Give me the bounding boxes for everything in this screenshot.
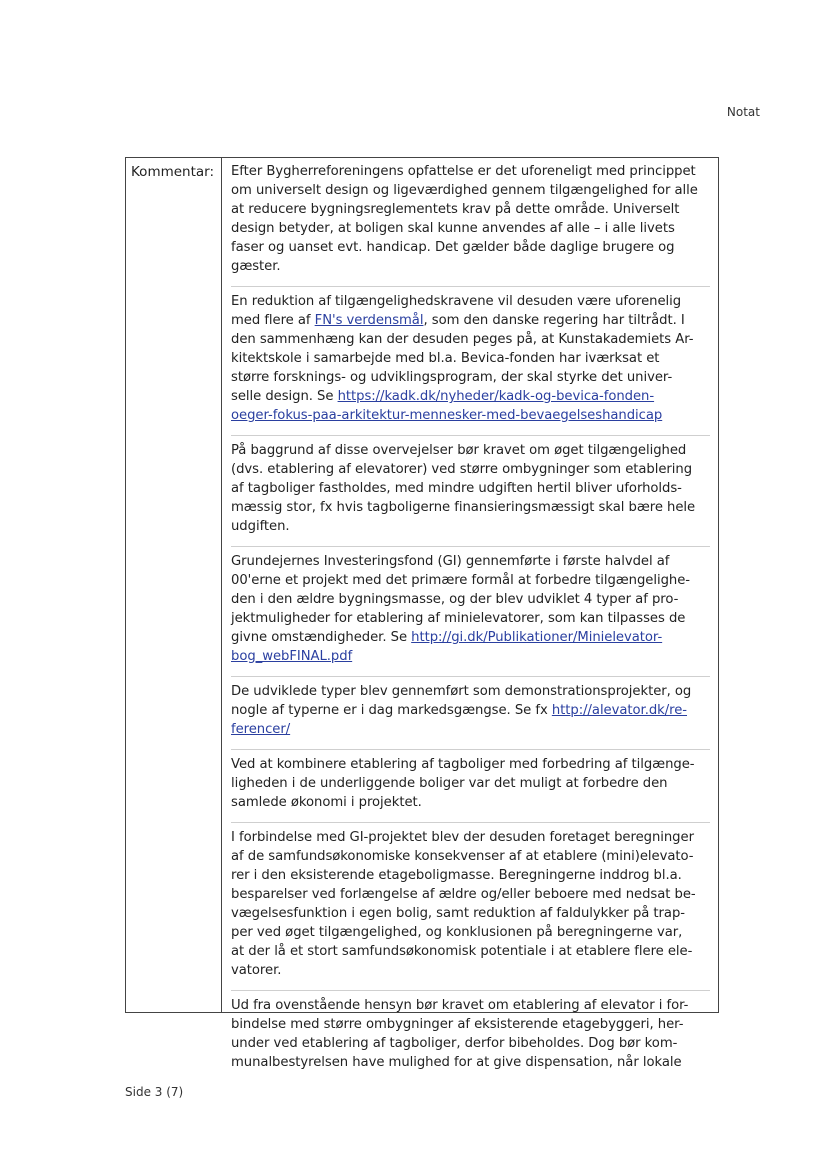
text-segment: med flere af [231, 313, 315, 328]
text-segment: Grundejernes Investeringsfond (GI) gennemførte i første halvdel af [231, 554, 670, 569]
text-line [231, 238, 710, 257]
text-line [231, 720, 710, 739]
text-segment: faser og uanset evt. handicap. Det gælder både daglige brugere og [231, 240, 675, 255]
text-segment: den i den ældre bygningsmasse, og der blev udviklet 4 typer af pro- [231, 592, 679, 607]
text-line [231, 479, 710, 498]
hyperlink[interactable]: bog_webFINAL.pdf [231, 649, 353, 664]
text-segment: af de samfundsøkonomiske konsekvenser af at etablere (mini)elevato- [231, 849, 694, 864]
text-segment: per ved øget tilgængelighed, og konklusionen på beregningerne var, [231, 925, 683, 940]
text-segment: givne omstændigheder. Se [231, 630, 412, 645]
text-line [231, 460, 710, 479]
text-line [231, 552, 710, 571]
text-line [231, 406, 710, 425]
text-line [231, 828, 710, 847]
comment-paragraph [231, 552, 710, 666]
text-segment: kitektskole i samarbejde med bl.a. Bevica-fonden har iværksat et [231, 351, 660, 366]
text-line [231, 292, 710, 311]
text-line [231, 701, 710, 720]
text-segment: om universelt design og ligeværdighed gennem tilgængelighed for alle [231, 183, 698, 198]
text-line [231, 682, 710, 701]
text-segment: 00'erne et projekt med det primære formål at forbedre tilgængelighe- [231, 573, 690, 588]
text-line [231, 590, 710, 609]
text-line [231, 1053, 710, 1072]
text-segment: , som den danske regering har tiltrådt. I [423, 313, 685, 328]
text-line [231, 517, 710, 536]
text-segment: (dvs. etablering af elevatorer) ved større ombygninger som etablering [231, 462, 693, 477]
text-line [231, 793, 710, 812]
text-segment: udgiften. [231, 519, 290, 534]
text-segment: rer i den eksisterende etageboligmasse. Beregningerne inddrog bl.a. [231, 868, 682, 883]
paragraph-divider [231, 676, 710, 677]
hyperlink[interactable]: oeger-fokus-paa-arkitektur-mennesker-med-bevaegelseshandicap [231, 408, 663, 423]
text-segment: Ud fra ovenstående hensyn bør kravet om etablering af elevator i for- [231, 998, 689, 1013]
text-segment: at der lå et stort samfundsøkonomisk potentiale i at etablere flere ele- [231, 944, 693, 959]
text-line [231, 885, 710, 904]
text-line [231, 847, 710, 866]
comment-paragraph [231, 292, 710, 425]
text-line [231, 1034, 710, 1053]
comment-paragraph [231, 682, 710, 739]
paragraph-divider [231, 822, 710, 823]
page-number: Side 3 (7) [125, 1085, 184, 1099]
text-line [231, 571, 710, 590]
text-line [231, 774, 710, 793]
comment-label: Kommentar: [126, 158, 222, 1012]
text-line [231, 257, 710, 276]
paragraph-divider [231, 546, 710, 547]
text-line [231, 755, 710, 774]
text-line [231, 441, 710, 460]
text-line [231, 311, 710, 330]
text-line [231, 349, 710, 368]
comment-paragraph [231, 996, 710, 1072]
text-segment: De udviklede typer blev gennemført som demonstrationsprojekter, og [231, 684, 692, 699]
comment-table [125, 157, 719, 1070]
text-segment: nogle af typerne er i dag markedsgængse. Se fx [231, 703, 552, 718]
text-line [231, 996, 710, 1015]
text-segment: vægelsesfunktion i egen bolig, samt reduktion af faldulykker på trap- [231, 906, 685, 921]
paragraph-divider [231, 435, 710, 436]
text-segment: større forsknings- og udviklingsprogram, der skal styrke det univer- [231, 370, 673, 385]
text-segment: ligheden i de underliggende boliger var det muligt at forbedre den [231, 776, 668, 791]
text-segment: samlede økonomi i projektet. [231, 795, 422, 810]
text-segment: En reduktion af tilgængelighedskravene vil desuden være uforenelig [231, 294, 682, 309]
hyperlink[interactable]: ferencer/ [231, 722, 291, 737]
text-line [231, 200, 710, 219]
text-segment: jektmuligheder for etablering af minielevatorer, som kan tilpasses de [231, 611, 686, 626]
text-segment: Efter Bygherreforeningens opfattelse er det uforeneligt med princippet [231, 164, 696, 179]
text-line [231, 942, 710, 961]
text-line [231, 368, 710, 387]
text-segment: mæssig stor, fx hvis tagboligerne finansieringsmæssigt skal bære hele [231, 500, 696, 515]
text-line [231, 647, 710, 666]
text-line [231, 628, 710, 647]
text-segment: den sammenhæng kan der desuden peges på, at Kunstakademiets Ar- [231, 332, 694, 347]
text-segment: selle design. Se [231, 389, 338, 404]
text-segment: under ved etablering af tagboliger, derfor bibeholdes. Dog bør kom- [231, 1036, 678, 1051]
text-segment: I forbindelse med GI-projektet blev der desuden foretaget beregninger [231, 830, 694, 845]
text-line [231, 387, 710, 406]
text-line [231, 498, 710, 517]
text-line [231, 923, 710, 942]
comment-paragraph [231, 441, 710, 536]
text-segment: munalbestyrelsen have mulighed for at give dispensation, når lokale [231, 1055, 682, 1070]
paragraph-divider [231, 990, 710, 991]
text-segment: besparelser ved forlængelse af ældre og/eller beboere med nedsat be- [231, 887, 696, 902]
text-segment: vatorer. [231, 963, 282, 978]
comment-content [223, 158, 718, 1070]
text-segment: af tagboliger fastholdes, med mindre udgiften hertil bliver uforholds- [231, 481, 682, 496]
text-segment: gæster. [231, 259, 281, 274]
hyperlink[interactable]: http://gi.dk/Publikationer/Minielevator- [411, 630, 663, 645]
text-line [231, 181, 710, 200]
text-line [231, 330, 710, 349]
hyperlink[interactable]: https://kadk.dk/nyheder/kadk-og-bevica-fonden- [337, 389, 655, 404]
hyperlink[interactable]: http://alevator.dk/re- [551, 703, 687, 718]
comment-paragraph [231, 828, 710, 980]
text-line [231, 219, 710, 238]
text-line [231, 1015, 710, 1034]
text-segment: bindelse med større ombygninger af eksisterende etagebyggeri, her- [231, 1017, 684, 1032]
text-line [231, 866, 710, 885]
text-line [231, 961, 710, 980]
comment-paragraph [231, 162, 710, 276]
text-line [231, 904, 710, 923]
text-line [231, 609, 710, 628]
document-type-label: Notat [726, 105, 760, 119]
text-segment: at reducere bygningsreglementets krav på dette område. Universelt [231, 202, 680, 217]
text-line [231, 162, 710, 181]
paragraph-divider [231, 286, 710, 287]
comment-paragraph [231, 755, 710, 812]
paragraph-divider [231, 749, 710, 750]
text-segment: Ved at kombinere etablering af tagboliger med forbedring af tilgænge- [231, 757, 695, 772]
hyperlink[interactable]: FN's verdensmål [314, 313, 424, 328]
text-segment: design betyder, at boligen skal kunne anvendes af alle – i alle livets [231, 221, 675, 236]
text-segment: På baggrund af disse overvejelser bør kravet om øget tilgængelighed [231, 443, 687, 458]
